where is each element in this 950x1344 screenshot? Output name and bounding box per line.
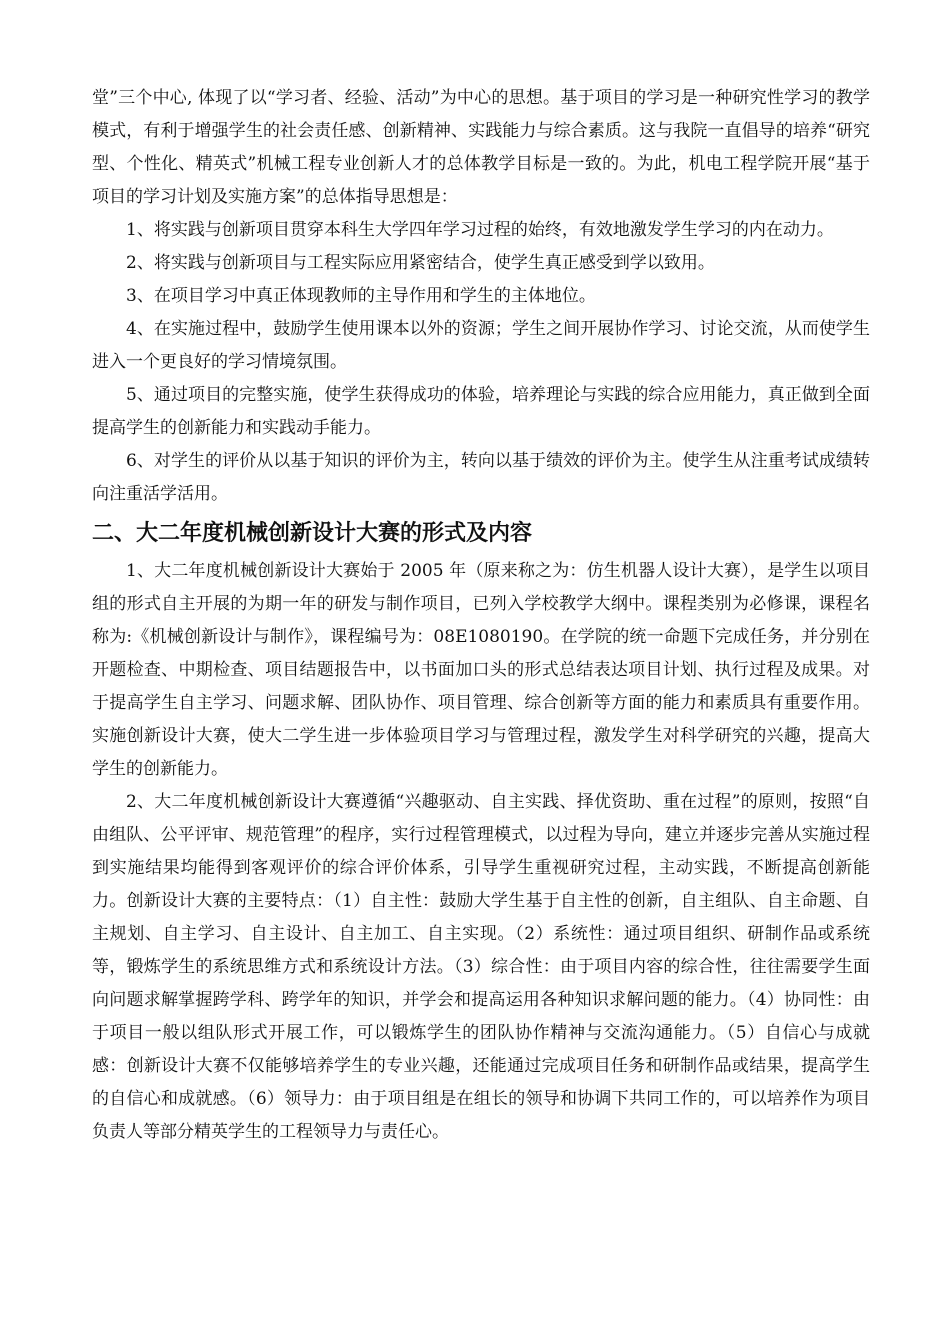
guideline-point-2: 2、将实践与创新项目与工程实际应用紧密结合，使学生真正感受到学以致用。 [126, 253, 715, 273]
section-2-paragraph-1: 1、大二年度机械创新设计大赛始于 2005 年（原来称之为：仿生机器人设计大赛），是学生以项目组的形式自主开展的为期一年的研发与制作项目，已列入学校教学大纲中。课程类别为必修课，课程名称为:《机械创新设计与制作》，课程编号为：08E1080190。在学院的统一命题下完成任务，并分别在开题检查、中期检查、项目结题报告中，以书面加口头的形式总结表达项目计划、执行过程及成果。对于提高学生自主学习、问题求解、团队协作、项目管理、综合创新等方面的能力和素质具有重要作用。实施创新设计大赛，使大二学生进一步体验项目学习与管理过程，激发学生对科学研究的兴趣，提高大学生的创新能力。 [92, 561, 870, 779]
guideline-point-3: 3、在项目学习中真正体现教师的主导作用和学生的主体地位。 [126, 286, 596, 306]
document-page [92, 82, 870, 1149]
intro-paragraph: 堂”三个中心, 体现了以“学习者、经验、活动”为中心的思想。基于项目的学习是一种研究性学习的教学模式，有利于增强学生的社会责任感、创新精神、实践能力与综合素质。这与我院一直倡导的培养“研究型、个性化、精英式”机械工程专业创新人才的总体教学目标是一致的。为此，机电工程学院开展“基于项目的学习计划及实施方案”的总体指导思想是： [92, 88, 870, 207]
guideline-point-5: 5、通过项目的完整实施，使学生获得成功的体验，培养理论与实践的综合应用能力，真正做到全面提高学生的创新能力和实践动手能力。 [92, 385, 870, 438]
guideline-point-1: 1、将实践与创新项目贯穿本科生大学四年学习过程的始终，有效地激发学生学习的内在动力。 [126, 220, 834, 240]
guideline-point-6: 6、对学生的评价从以基于知识的评价为主，转向以基于绩效的评价为主。使学生从注重考试成绩转向注重活学活用。 [92, 451, 870, 504]
section-2-paragraph-2: 2、大二年度机械创新设计大赛遵循“兴趣驱动、自主实践、择优资助、重在过程”的原则，按照“自由组队、公平评审、规范管理”的程序，实行过程管理模式，以过程为导向，建立并逐步完善从实施过程到实施结果均能得到客观评价的综合评价体系，引导学生重视研究过程，主动实践，不断提高创新能力。创新设计大赛的主要特点：（1）自主性：鼓励大学生基于自主性的创新，自主组队、自主命题、自主规划、自主学习、自主设计、自主加工、自主实现。（2）系统性：通过项目组织、研制作品或系统等，锻炼学生的系统思维方式和系统设计方法。（3）综合性：由于项目内容的综合性，往往需要学生面向问题求解掌握跨学科、跨学年的知识，并学会和提高运用各种知识求解问题的能力。（4）协同性：由于项目一般以组队形式开展工作，可以锻炼学生的团队协作精神与交流沟通能力。（5）自信心与成就感：创新设计大赛不仅能够培养学生的专业兴趣，还能通过完成项目任务和研制作品或结果，提高学生的自信心和成就感。（6）领导力：由于项目组是在组长的领导和协调下共同工作的，可以培养作为项目负责人等部分精英学生的工程领导力与责任心。 [92, 792, 870, 1142]
section-2-heading: 二、大二年度机械创新设计大赛的形式及内容 [92, 521, 533, 546]
guideline-point-4: 4、在实施过程中，鼓励学生使用课本以外的资源；学生之间开展协作学习、讨论交流，从而使学生进入一个更良好的学习情境氛围。 [92, 319, 870, 372]
